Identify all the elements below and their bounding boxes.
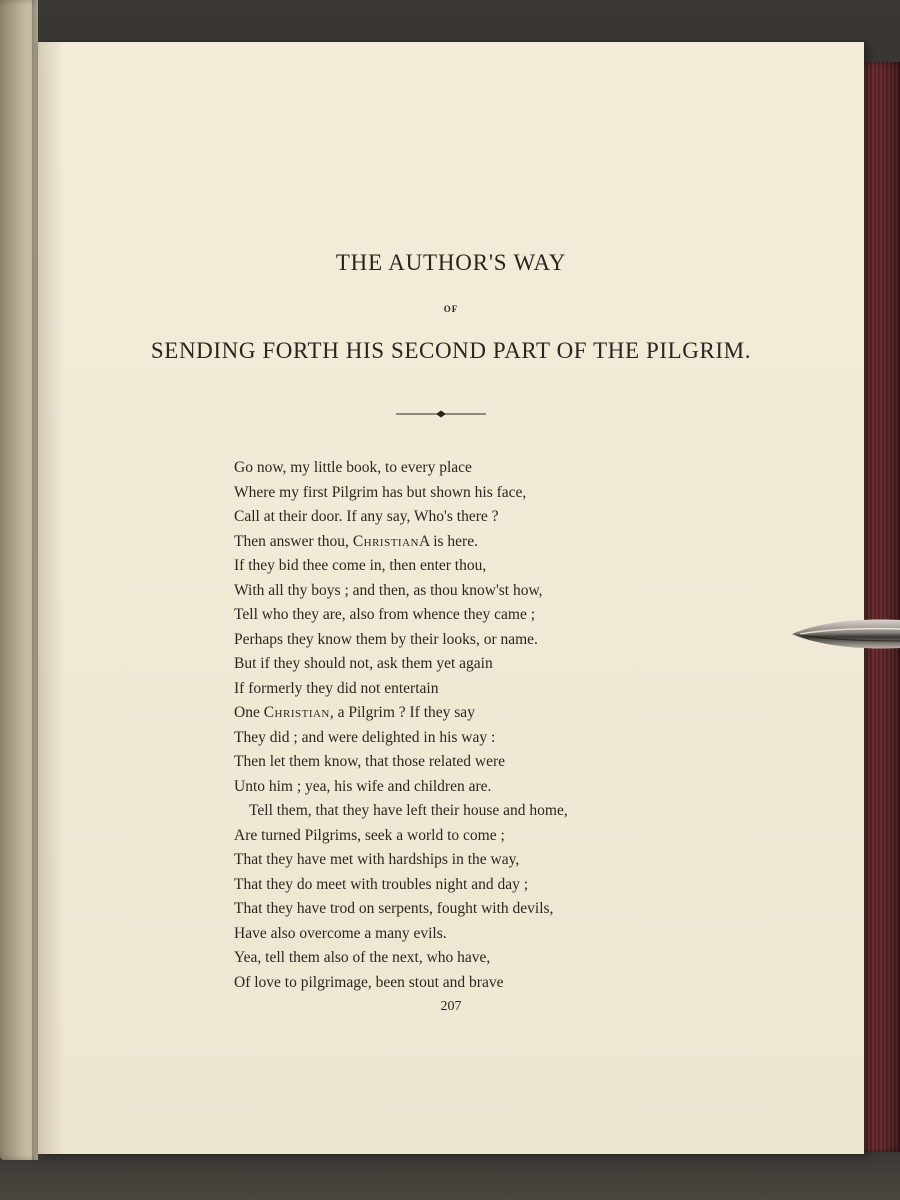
- poem-line: Perhaps they know them by their looks, or name.: [234, 630, 538, 648]
- poem-line: Where my first Pilgrim has but shown his face,: [234, 483, 527, 501]
- title-connector: OF: [443, 304, 459, 314]
- page-title: THE AUTHOR'S WAY: [335, 250, 567, 275]
- ornamental-rule-icon: [396, 406, 486, 422]
- poem-line: Unto him ; yea, his wife and children are.: [234, 777, 492, 795]
- page-number: 207: [440, 999, 462, 1014]
- poem-line: That they have met with hardships in the way,: [234, 851, 520, 868]
- poem-line: If they bid thee come in, then enter thou,: [234, 557, 487, 574]
- poem-line: One Christian, a Pilgrim ? If they say: [234, 704, 475, 721]
- poem-line: With all thy boys ; and then, as thou know'st how,: [234, 581, 543, 599]
- poem-line: Have also overcome a many evils.: [234, 924, 447, 942]
- facing-page-edge: [0, 0, 38, 1160]
- poem-line: Then answer thou, ChristianA is here.: [234, 532, 478, 550]
- poem-line: Call at their door. If any say, Who's there ?: [234, 508, 499, 525]
- poem-line: That they do meet with troubles night and day ;: [234, 875, 529, 893]
- poem-body: [234, 456, 714, 995]
- poem-line: But if they should not, ask them yet again: [234, 655, 493, 672]
- pen-nib-icon: [790, 612, 900, 656]
- book-page: [38, 42, 864, 1154]
- small-caps-name: Christian: [352, 532, 419, 550]
- poem-line: That they have trod on serpents, fought with devils,: [234, 900, 554, 917]
- poem-line: Go now, my little book, to every place: [234, 459, 472, 476]
- poem-line: If formerly they did not entertain: [234, 679, 439, 697]
- poem-line: Tell who they are, also from whence they came ;: [234, 606, 536, 623]
- poem-line: Yea, tell them also of the next, who have,: [234, 949, 491, 966]
- table-surface: [0, 1150, 900, 1200]
- poem-line: They did ; and were delighted in his way :: [234, 728, 496, 746]
- poem-line: Are turned Pilgrims, seek a world to come ;: [234, 826, 505, 844]
- poem-line: Tell them, that they have left their house and home,: [249, 802, 568, 819]
- poem-line: Of love to pilgrimage, been stout and brave: [234, 973, 504, 991]
- small-caps-name: Christian: [263, 704, 330, 721]
- poem-line: Then let them know, that those related were: [234, 753, 506, 770]
- page-subtitle: SENDING FORTH HIS SECOND PART OF THE PILGRIM.: [150, 338, 752, 363]
